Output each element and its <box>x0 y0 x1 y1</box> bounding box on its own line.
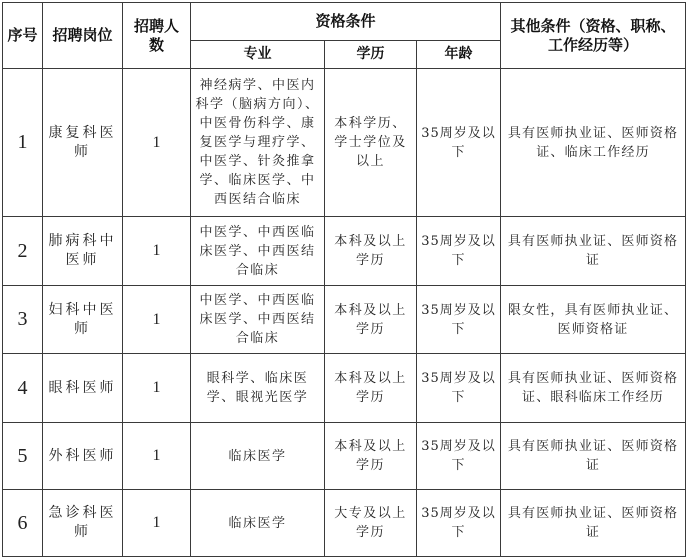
row-seq: 2 <box>3 217 43 286</box>
row-count: 1 <box>123 423 191 490</box>
row-education: 大专及以上学历 <box>325 490 417 557</box>
row-position: 眼科医师 <box>43 354 123 423</box>
row-position: 外科医师 <box>43 423 123 490</box>
header-education: 学历 <box>325 41 417 69</box>
row-age: 35周岁及以下 <box>417 69 501 217</box>
row-seq: 6 <box>3 490 43 557</box>
table-row <box>3 490 686 557</box>
row-count: 1 <box>123 217 191 286</box>
row-age: 35周岁及以下 <box>417 286 501 354</box>
row-education: 本科及以上学历 <box>325 354 417 423</box>
row-position: 康复科医师 <box>43 69 123 217</box>
header-position: 招聘岗位 <box>43 3 123 69</box>
row-position: 肺病科中医师 <box>43 217 123 286</box>
row-age: 35周岁及以下 <box>417 423 501 490</box>
row-age: 35周岁及以下 <box>417 354 501 423</box>
table-row <box>3 286 686 354</box>
row-age: 35周岁及以下 <box>417 490 501 557</box>
row-major: 临床医学 <box>191 423 325 490</box>
row-education: 本科及以上学历 <box>325 423 417 490</box>
row-major: 中医学、中西医临床医学、中西医结合临床 <box>191 286 325 354</box>
row-count: 1 <box>123 69 191 217</box>
row-other: 具有医师执业证、医师资格证、临床工作经历 <box>501 69 686 217</box>
recruitment-table <box>2 2 686 557</box>
table-row <box>3 69 686 217</box>
header-other: 其他条件（资格、职称、工作经历等） <box>501 3 686 69</box>
row-seq: 1 <box>3 69 43 217</box>
row-seq: 3 <box>3 286 43 354</box>
row-major: 神经病学、中医内科学（脑病方向）、中医骨伤科学、康复医学与理疗学、中医学、针灸推拿学、临床医学、中西医结合临床 <box>191 69 325 217</box>
row-count: 1 <box>123 490 191 557</box>
table-row <box>3 423 686 490</box>
row-seq: 5 <box>3 423 43 490</box>
row-other: 具有医师执业证、医师资格证 <box>501 423 686 490</box>
row-position: 妇科中医师 <box>43 286 123 354</box>
row-major: 眼科学、临床医学、眼视光医学 <box>191 354 325 423</box>
row-other: 具有医师执业证、医师资格证 <box>501 217 686 286</box>
row-other: 具有医师执业证、医师资格证、眼科临床工作经历 <box>501 354 686 423</box>
row-count: 1 <box>123 354 191 423</box>
row-other: 限女性，具有医师执业证、医师资格证 <box>501 286 686 354</box>
row-seq: 4 <box>3 354 43 423</box>
row-position: 急诊科医师 <box>43 490 123 557</box>
row-major: 临床医学 <box>191 490 325 557</box>
header-major: 专业 <box>191 41 325 69</box>
row-other: 具有医师执业证、医师资格证 <box>501 490 686 557</box>
row-count: 1 <box>123 286 191 354</box>
table-row <box>3 354 686 423</box>
table-row <box>3 217 686 286</box>
header-seq: 序号 <box>3 3 43 69</box>
row-education: 本科学历、学士学位及以上 <box>325 69 417 217</box>
header-qualifications: 资格条件 <box>191 3 501 41</box>
header-age: 年龄 <box>417 41 501 69</box>
row-major: 中医学、中西医临床医学、中西医结合临床 <box>191 217 325 286</box>
row-education: 本科及以上学历 <box>325 286 417 354</box>
header-count: 招聘人数 <box>123 3 191 69</box>
row-education: 本科及以上学历 <box>325 217 417 286</box>
row-age: 35周岁及以下 <box>417 217 501 286</box>
